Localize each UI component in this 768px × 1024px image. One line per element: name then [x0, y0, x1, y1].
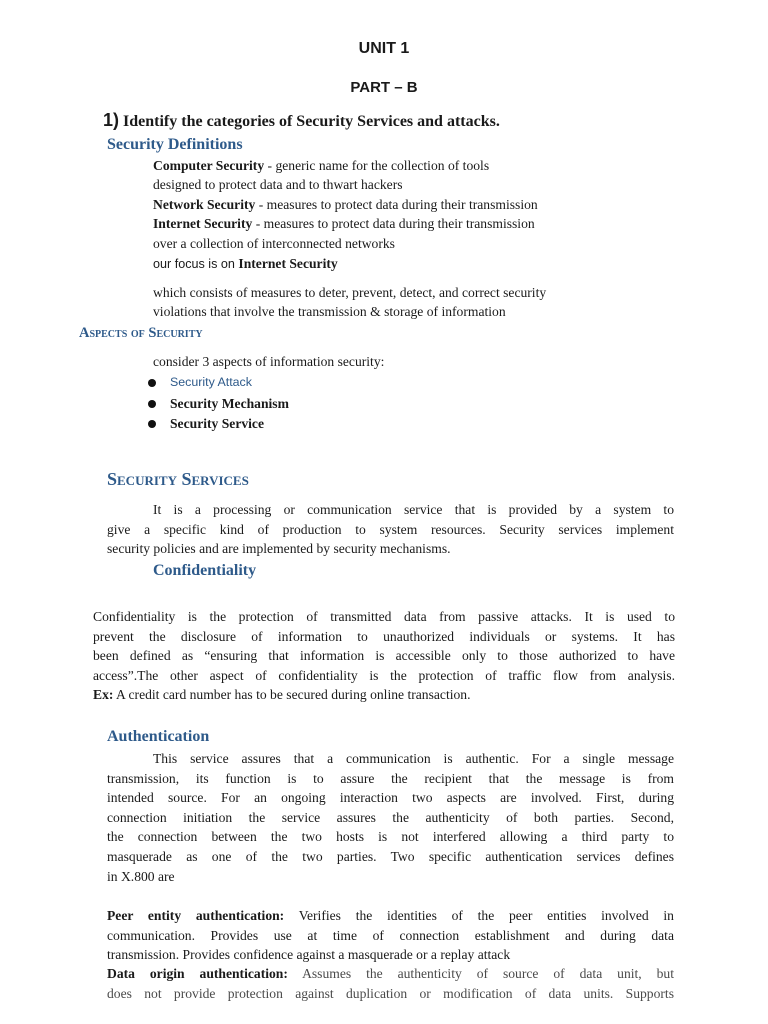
confidentiality-paragraph: [93, 607, 675, 705]
authentication-heading: Authentication: [107, 728, 210, 745]
peer-entity-line: communication. Provides use at time of connection establishment and during data: [107, 927, 674, 943]
computer-security-line2: designed to protect data and to thwart hackers: [153, 177, 403, 192]
network-security-term: Network Security: [153, 197, 256, 212]
authentication-line: in X.800 are: [107, 868, 175, 884]
confidentiality-line: Confidentiality is the protection of transmitted data from passive attacks. It is used to: [93, 609, 675, 624]
services-line: security policies and are implemented by security mechanisms.: [107, 541, 451, 557]
computer-security-term: Computer Security: [153, 158, 265, 173]
authentication-line: intended source. For an ongoing interaction two aspects are involved. First, during: [107, 790, 674, 806]
aspects-heading: Aspects of Security: [79, 325, 203, 341]
peer-entity-paragraph: [107, 906, 674, 965]
data-origin-line: does not provide protection against duplication or modification of data units. Supports: [107, 985, 674, 1001]
focus-term: Internet Security: [238, 256, 338, 271]
part-title: PART – B: [350, 79, 418, 96]
internet-security-term: Internet Security: [153, 216, 253, 231]
computer-security-desc: - generic name for the collection of tools: [264, 158, 490, 173]
security-definitions-heading: Security Definitions: [107, 136, 243, 153]
bullet-icon: [148, 420, 156, 428]
bullet-icon: [148, 400, 156, 408]
internet-security-desc: - measures to protect data during their transmission: [252, 216, 535, 231]
confidentiality-line: prevent the disclosure of information to unauthorized individuals or systems. It has: [93, 628, 675, 644]
authentication-line: the connection between the two hosts is not interfered allowing a third party to: [107, 829, 674, 845]
internet-security-line2: over a collection of interconnected networks: [153, 236, 395, 251]
services-paragraph: [107, 500, 674, 559]
internet-security-line: [153, 216, 535, 232]
confidentiality-heading: Confidentiality: [153, 562, 257, 579]
focus-line: [153, 256, 338, 272]
authentication-line: masquerade as one of the two parties. Two specific authentication services defines: [107, 848, 674, 864]
consists-line2: violations that involve the transmission & storage of information: [153, 304, 506, 319]
aspect-item-service: Security Service: [170, 416, 264, 431]
services-line: It is a processing or communication service that is provided by a system to: [153, 502, 674, 517]
data-origin-text: Assumes the authenticity of source of data unit, but: [287, 966, 674, 981]
confidentiality-example: [93, 685, 675, 705]
peer-entity-line: [107, 906, 674, 926]
computer-security-line: [153, 158, 489, 174]
question-text: Identify the categories of Security Services and attacks.: [123, 113, 500, 130]
services-line: give a specific kind of production to system resources. Security services implement: [107, 521, 674, 537]
confidentiality-line: access”.The other aspect of confidentiality is the protection of traffic flow from analysis.: [93, 667, 675, 683]
data-origin-line: [107, 964, 674, 984]
consists-line1: which consists of measures to deter, prevent, detect, and correct security: [153, 285, 547, 300]
confidentiality-line: been defined as “ensuring that information is accessible only to those authorized to have: [93, 648, 675, 664]
question-heading: [103, 110, 500, 131]
authentication-line: This service assures that a communication is authentic. For a single message: [153, 751, 674, 766]
bullet-icon: [148, 379, 156, 387]
network-security-desc: - measures to protect data during their transmission: [255, 197, 538, 212]
network-security-line: [153, 197, 538, 213]
data-origin-paragraph: [107, 964, 674, 1003]
aspect-item-attack: Security Attack: [170, 375, 252, 389]
peer-entity-line: transmission. Provides confidence against a masquerade or a replay attack: [107, 947, 511, 963]
authentication-paragraph: [107, 749, 674, 886]
example-text: A credit card number has to be secured during online transaction.: [113, 687, 471, 703]
example-label: Ex:: [93, 687, 114, 703]
aspects-intro: consider 3 aspects of information security:: [153, 354, 385, 369]
peer-entity-text: Verifies the identities of the peer entities involved in: [284, 908, 674, 923]
focus-prefix: our focus is on: [153, 257, 239, 271]
unit-title: UNIT 1: [358, 40, 410, 57]
aspect-item-mechanism: Security Mechanism: [170, 396, 289, 411]
data-origin-label: Data origin authentication:: [107, 966, 288, 981]
security-services-heading: Security Services: [107, 469, 249, 489]
authentication-line: connection initiation the service assures the authenticity of both parties. Second,: [107, 809, 674, 825]
peer-entity-label: Peer entity authentication:: [107, 908, 285, 923]
question-number: 1): [103, 110, 120, 130]
authentication-line: transmission, its function is to assure the recipient that the message is from: [107, 770, 674, 786]
